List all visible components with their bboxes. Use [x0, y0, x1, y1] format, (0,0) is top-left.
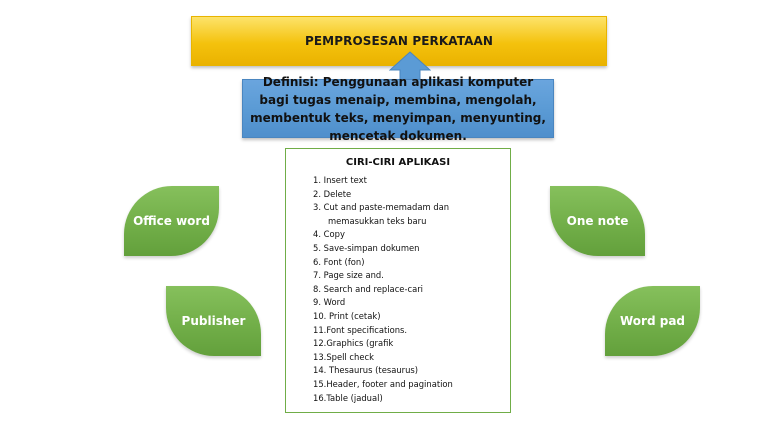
app-office-word-label: Office word [133, 213, 210, 228]
list-item: 14. Thesaurus (tesaurus) [313, 365, 419, 376]
features-heading: CIRI-CIRI APLIKASI [345, 157, 451, 168]
list-item: 13.Spell check [313, 351, 374, 362]
app-office-word [124, 186, 219, 256]
list-item: 5. Save-simpan dokumen [313, 242, 420, 253]
list-item: 7. Page size and. [313, 270, 384, 281]
app-one-note-label: One note [566, 213, 629, 228]
list-item: 8. Search and replace-cari [313, 283, 423, 294]
definition-text: Definisi: Penggunaan aplikasi komputer bagi tugas menaip, membina, mengolah, membentuk teks, menyimpan, menyunting, mencetak dokumen. [250, 74, 546, 143]
app-one-note [550, 186, 645, 256]
features-box [285, 148, 511, 413]
app-word-pad-label: Word pad [619, 313, 685, 328]
list-item: 9. Word [313, 297, 346, 308]
list-item: 1. Insert text [313, 175, 367, 185]
list-item: 6. Font (fon) [313, 256, 365, 267]
app-publisher [166, 286, 261, 356]
list-item: 11.Font specifications. [313, 324, 408, 335]
list-item: 3. Cut and paste-memadam dan [313, 202, 450, 213]
list-item: 2. Delete [313, 188, 352, 199]
list-item: 15.Header, footer and pagination [313, 378, 453, 389]
app-publisher-label: Publisher [181, 313, 246, 328]
page-title: PEMPROSESAN PERKATAAN [304, 34, 494, 48]
features-list [313, 174, 453, 405]
definition-box [242, 74, 554, 143]
app-word-pad [605, 286, 700, 356]
list-item: 4. Copy [313, 229, 345, 240]
list-item: memasukkan teks baru [328, 215, 427, 226]
list-item: 12.Graphics (grafik [313, 338, 394, 349]
list-item: 16.Table (jadual) [313, 392, 383, 403]
list-item: 10. Print (cetak) [313, 310, 381, 321]
